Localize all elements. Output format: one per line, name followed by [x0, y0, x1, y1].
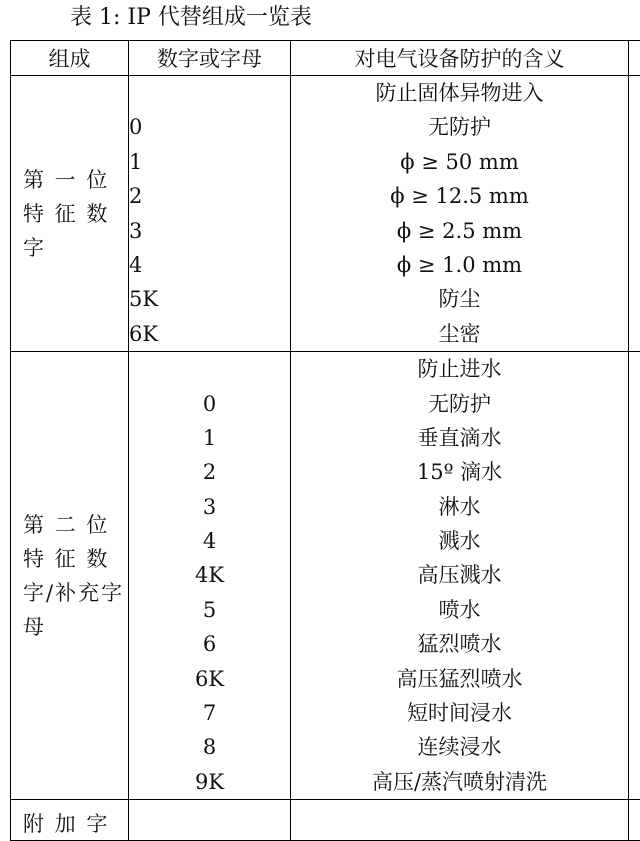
meaning-cell: 防止固体异物进入 [291, 76, 628, 110]
code-cell: 3 [129, 214, 290, 248]
meaning-cell: 溅水 [291, 524, 628, 558]
group-second-digit [11, 352, 640, 800]
code-cell: 0 [129, 387, 290, 421]
meaning-cell: ϕ ≥ 2.5 mm [291, 214, 628, 248]
meaning-cell: ϕ ≥ 1.0 mm [291, 248, 628, 282]
code-cell: 7 [129, 696, 290, 730]
ip-code-table [10, 40, 640, 841]
header-composition: 组成 [11, 41, 129, 76]
group-first-digit-codes [129, 76, 291, 352]
meaning-cell: 15º 滴水 [291, 455, 628, 489]
header-extra [629, 41, 640, 76]
meaning-cell: 尘密 [291, 317, 628, 351]
meaning-cell: 无防护 [291, 110, 628, 144]
group-second-digit-meanings [291, 352, 629, 800]
code-cell: 4 [129, 524, 290, 558]
code-cell: 3 [129, 490, 290, 524]
group-additional-letter [11, 800, 640, 841]
code-cell: 6 [129, 627, 290, 661]
code-cell: 2 [129, 179, 290, 213]
meaning-cell: 高压溅水 [291, 558, 628, 592]
code-cell: 5K [129, 282, 290, 316]
group-label-text: 第 二 位特 征 数字/补充字母 [11, 508, 128, 644]
meaning-cell: 高压猛烈喷水 [291, 662, 628, 696]
group-additional-codes [129, 800, 291, 841]
code-cell: 5 [129, 593, 290, 627]
meaning-cell: 垂直滴水 [291, 421, 628, 455]
group-second-digit-codes [129, 352, 291, 800]
meaning-cell: 淋水 [291, 490, 628, 524]
group-additional-extra [629, 800, 640, 841]
group-second-digit-extra [629, 352, 640, 800]
code-cell: 8 [129, 730, 290, 764]
meaning-cell: 喷水 [291, 593, 628, 627]
code-cell: 1 [129, 421, 290, 455]
code-cell: 4 [129, 248, 290, 282]
table-caption: 表 1: IP 代替组成一览表 [0, 0, 640, 36]
group-additional-label [11, 800, 129, 841]
meaning-cell: ϕ ≥ 12.5 mm [291, 179, 628, 213]
code-cell: 6K [129, 662, 290, 696]
header-digit-or-letter: 数字或字母 [129, 41, 291, 76]
code-cell: 4K [129, 558, 290, 592]
header-meaning: 对电气设备防护的含义 [291, 41, 629, 76]
group-second-digit-label [11, 352, 129, 800]
code-cell: 9K [129, 765, 290, 799]
group-first-digit-label [11, 76, 129, 352]
meaning-cell: 猛烈喷水 [291, 627, 628, 661]
meaning-cell: 高压/蒸汽喷射清洗 [291, 765, 628, 799]
meaning-cell: 防止进水 [291, 352, 628, 386]
group-label-text: 附 加 字 [11, 805, 128, 835]
code-cell: 0 [129, 110, 290, 144]
group-first-digit [11, 76, 640, 352]
group-additional-meanings [291, 800, 629, 841]
header-row [11, 41, 640, 76]
meaning-cell: 无防护 [291, 387, 628, 421]
code-cell [129, 352, 290, 386]
group-first-digit-extra [629, 76, 640, 352]
meaning-cell: 防尘 [291, 282, 628, 316]
meaning-cell: ϕ ≥ 50 mm [291, 145, 628, 179]
group-label-text: 第 一 位特 征 数字 [11, 163, 128, 265]
code-cell [129, 76, 290, 110]
code-cell: 1 [129, 145, 290, 179]
meaning-cell: 短时间浸水 [291, 696, 628, 730]
group-first-digit-meanings [291, 76, 629, 352]
meaning-cell: 连续浸水 [291, 730, 628, 764]
code-cell: 6K [129, 317, 290, 351]
code-cell: 2 [129, 455, 290, 489]
